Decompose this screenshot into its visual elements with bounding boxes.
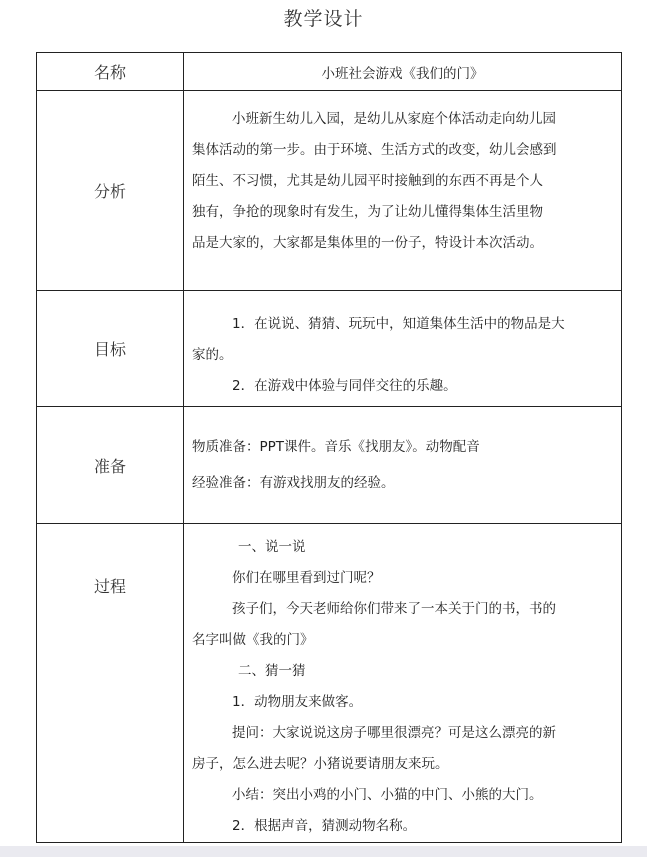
- analysis-line: 品是大家的，大家都是集体里的一份子，特设计本次活动。: [192, 235, 543, 251]
- label-goals: 目标: [37, 291, 184, 407]
- process-cell: [184, 524, 622, 843]
- goals-cell: [184, 291, 622, 407]
- label-name: 名称: [37, 53, 184, 91]
- process-line: 孩子们，今天老师给你们带来了一本关于门的书，书的: [232, 601, 556, 617]
- lesson-name: 小班社会游戏《我们的门》: [184, 53, 622, 91]
- label-process: 过程: [37, 524, 184, 843]
- process-line: 提问：大家说说这房子哪里很漂亮？可是这么漂亮的新: [232, 725, 556, 741]
- row-analysis: [37, 91, 622, 291]
- row-name: [37, 53, 622, 91]
- lesson-design-table: [36, 52, 622, 843]
- goal-line: 家的。: [192, 347, 233, 363]
- process-line: 小结：突出小鸡的小门、小猫的中门、小熊的大门。: [232, 787, 543, 803]
- process-heading: 二、猜一猜: [238, 663, 306, 679]
- page-title: 教学设计: [283, 8, 364, 30]
- prep-material: 物质准备：PPT课件。音乐《找朋友》。动物配音: [192, 439, 480, 455]
- row-prep: [37, 407, 622, 524]
- process-line: 你们在哪里看到过门呢？: [232, 570, 381, 586]
- process-line: 名字叫做《我的门》: [192, 632, 314, 648]
- analysis-cell: [184, 91, 622, 291]
- label-prep: 准备: [37, 407, 184, 524]
- bottom-scroll-strip: [0, 846, 647, 857]
- prep-cell: [184, 407, 622, 524]
- analysis-line: 陌生、不习惯，尤其是幼儿园平时接触到的东西不再是个人: [192, 173, 543, 189]
- analysis-line: 小班新生幼儿入园，是幼儿从家庭个体活动走向幼儿园: [232, 111, 556, 127]
- goal-line: 2．在游戏中体验与同伴交往的乐趣。: [232, 378, 457, 394]
- label-analysis: 分析: [37, 91, 184, 291]
- analysis-line: 独有，争抢的现象时有发生，为了让幼儿懂得集体生活里物: [192, 204, 543, 220]
- process-line: 2．根据声音，猜测动物名称。: [232, 818, 417, 834]
- row-process: [37, 524, 622, 843]
- prep-experience: 经验准备：有游戏找朋友的经验。: [192, 475, 395, 491]
- process-heading: 一、说一说: [238, 539, 306, 555]
- analysis-line: 集体活动的第一步。由于环境、生活方式的改变，幼儿会感到: [192, 142, 557, 158]
- goal-line: 1．在说说、猜猜、玩玩中，知道集体生活中的物品是大: [232, 316, 565, 332]
- row-goals: [37, 291, 622, 407]
- process-line: 房子，怎么进去呢？小猪说要请朋友来玩。: [192, 756, 449, 772]
- process-line: 1．动物朋友来做客。: [232, 694, 363, 710]
